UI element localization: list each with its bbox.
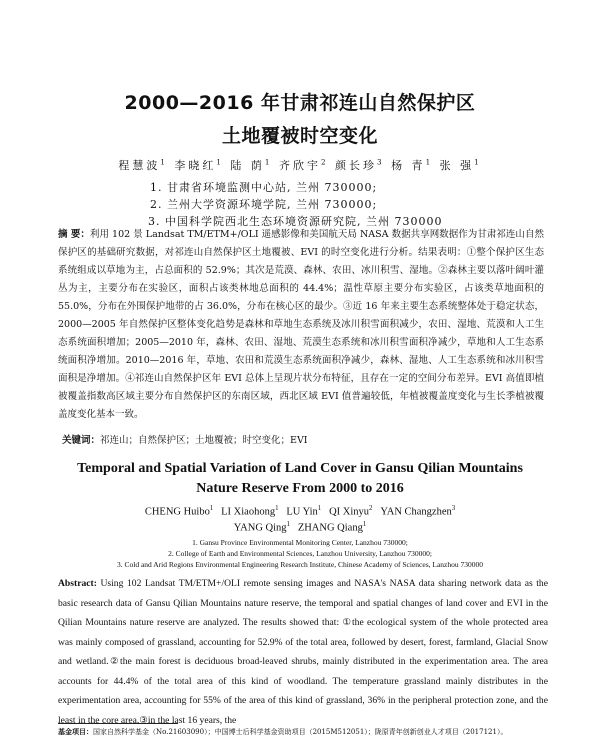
author-cn: 李晓红 bbox=[174, 159, 217, 172]
authors-english-line-1 bbox=[0, 505, 600, 518]
affiliation-en-1: 1. Gansu Province Environmental Monitoring Center, Lanzhou 730000; bbox=[192, 538, 408, 547]
abstract-chinese bbox=[58, 226, 544, 424]
author-en-affiliation-mark: 2 bbox=[369, 505, 373, 512]
title-english-line-2: Nature Reserve From 2000 to 2016 bbox=[196, 481, 404, 496]
author-cn: 杨 青 bbox=[391, 159, 426, 172]
author-en-affiliation-mark: 1 bbox=[275, 505, 279, 512]
abstract-chinese-label: 摘 要： bbox=[58, 229, 90, 240]
author-cn: 陆 荫 bbox=[230, 159, 265, 172]
funding-footnote bbox=[58, 727, 558, 737]
funding-label: 基金项目： bbox=[58, 727, 93, 736]
author-en: YAN Changzhen bbox=[380, 506, 452, 518]
funding-text: 国家自然科学基金（No.21603090）；中国博士后科学基金资助项目（2015M512051）；陇原青年创新创业人才项目（2017121）。 bbox=[93, 728, 508, 736]
title-chinese-line-2: 土地覆被时空变化 bbox=[221, 125, 378, 147]
title-chinese-line-1: 2000—2016 年甘肃祁连山自然保护区 bbox=[124, 92, 476, 114]
authors-english-line-2 bbox=[0, 521, 600, 534]
abstract-english bbox=[58, 574, 548, 730]
affiliation-en-3: 3. Cold and Arid Regions Environmental Engineering Research Institute, Chinese Academy of Sciences, Lanzhou 730000 bbox=[117, 560, 483, 569]
abstract-chinese-text: 利用 102 景 Landsat TM/ETM+/OLI 遥感影像和美国航天局 NASA 数据共享网数据作为甘肃祁连山自然保护区的基础研究数据，对祁连山自然保护区土地覆被、EVI 的时空变化进行分析。结果表明：①整个保护区生态系统组成以草地为主，占总面积的 52.9%；其次是荒漠、森林、农田、冰川积雪、湿地。②森林主要以落叶阔叶灌丛为主，主要分布在实验区，面积占该类林地总面积的 44.4%；温性草原主要分布实验区，占该类草地面积的 55.0%，分布在外围保护地带的占 36.0%，分布在核心区的最少。③近 16 年来主要生态系统整体处于稳定状态，2000—2005 年自然保护区整体变化趋势是森林和草地生态系统及冰川积雪面积减少，农田、湿地、荒漠和人工生态系统面积增加；2005—2010 年，森林、农田、湿地、荒漠生态系统和冰川积雪面积净减少，草地和人工生态系统面积净增加。2010—2016 年，草地、农田和荒漠生态系统面积净减少，森林、湿地、人工生态系统和冰川积雪面积是净增加。④祁连山自然保护区年 EVI 总体上呈现片状分布特征，且存在一定的空间分布差异。EVI 高值即植被覆盖指数高区域主要分布自然保护区的东南区域，西北区域 EVI 值普遍较低，年植被覆盖度变化与生长季植被覆盖度变化基本一致。 bbox=[58, 229, 544, 420]
author-en-affiliation-mark: 3 bbox=[451, 505, 456, 512]
author-cn-affiliation-mark: 1 bbox=[425, 157, 434, 167]
author-en-affiliation-mark: 1 bbox=[209, 505, 214, 512]
keywords-chinese-label: 关键词： bbox=[62, 435, 101, 446]
author-cn: 齐欣宇 bbox=[278, 159, 321, 172]
author-cn: 程慧波 bbox=[118, 159, 161, 172]
abstract-english-label: Abstract: bbox=[58, 578, 97, 589]
author-cn-affiliation-mark: 3 bbox=[377, 157, 385, 167]
author-en-affiliation-mark: 1 bbox=[286, 521, 290, 528]
author-en: CHENG Huibo bbox=[144, 506, 210, 518]
author-en: LU Yin bbox=[286, 506, 318, 518]
affiliation-cn-1: 1. 甘肃省环境监测中心站, 兰州 730000; bbox=[150, 181, 378, 194]
author-cn-affiliation-mark: 1 bbox=[264, 157, 273, 167]
abstract-english-text: Using 102 Landsat TM/ETM+/OLI remote sensing images and NASA's NASA data sharing network data as the basic research data of Gansu Qilian Mountains nature reserve, the temporal and spatial changes of land cover and EVI in the Qilian Mountains nature reserve are analyzed. The results showed that: ①the ecological system of the whole protected area was mainly composed of grassland, accounting for 52.9% of the total area, followed by desert, forest, farmland, Glacial Snow and wetland.②the main forest is deciduous broad-leaved shrubs, mainly distributed in the experimentation area. The area accounts for 44.4% of the total area of this kind of woodland. The temperature grassland mainly distributes in the experimentation area, accounting for 55% of the area of this kind of grassland, 36% in the peripheral protection zone, and the least in the core area.③in the last 16 years, the bbox=[58, 578, 548, 726]
footnote-divider bbox=[58, 723, 178, 724]
author-en-affiliation-mark: 1 bbox=[317, 505, 322, 512]
affiliation-en-2: 2. College of Earth and Environmental Sciences, Lanzhou University, Lanzhou 730000; bbox=[168, 549, 432, 558]
author-en: LI Xiaohong bbox=[221, 506, 276, 518]
author-en-affiliation-mark: 1 bbox=[362, 521, 367, 528]
author-cn-affiliation-mark: 2 bbox=[320, 157, 329, 167]
author-cn-affiliation-mark: 1 bbox=[216, 157, 224, 167]
author-en: ZHANG Qiang bbox=[297, 522, 363, 534]
author-en: QI Xinyu bbox=[329, 506, 370, 518]
affiliation-cn-3: 3. 中国科学院西北生态环境资源研究院, 兰州 730000 bbox=[148, 215, 443, 228]
keywords-chinese-text: 祁连山；自然保护区；土地覆被；时空变化；EVI bbox=[100, 435, 308, 446]
author-cn-affiliation-mark: 1 bbox=[474, 157, 482, 167]
author-en: YANG Qing bbox=[233, 522, 287, 534]
author-cn: 颜长珍 bbox=[335, 159, 378, 172]
affiliation-cn-2: 2. 兰州大学资源环境学院, 兰州 730000; bbox=[150, 198, 378, 211]
keywords-chinese bbox=[62, 432, 542, 446]
author-cn-affiliation-mark: 1 bbox=[160, 157, 168, 167]
author-cn: 张 强 bbox=[439, 159, 475, 172]
authors-chinese bbox=[0, 157, 600, 173]
title-english-line-1: Temporal and Spatial Variation of Land Cover in Gansu Qilian Mountains bbox=[77, 461, 523, 476]
